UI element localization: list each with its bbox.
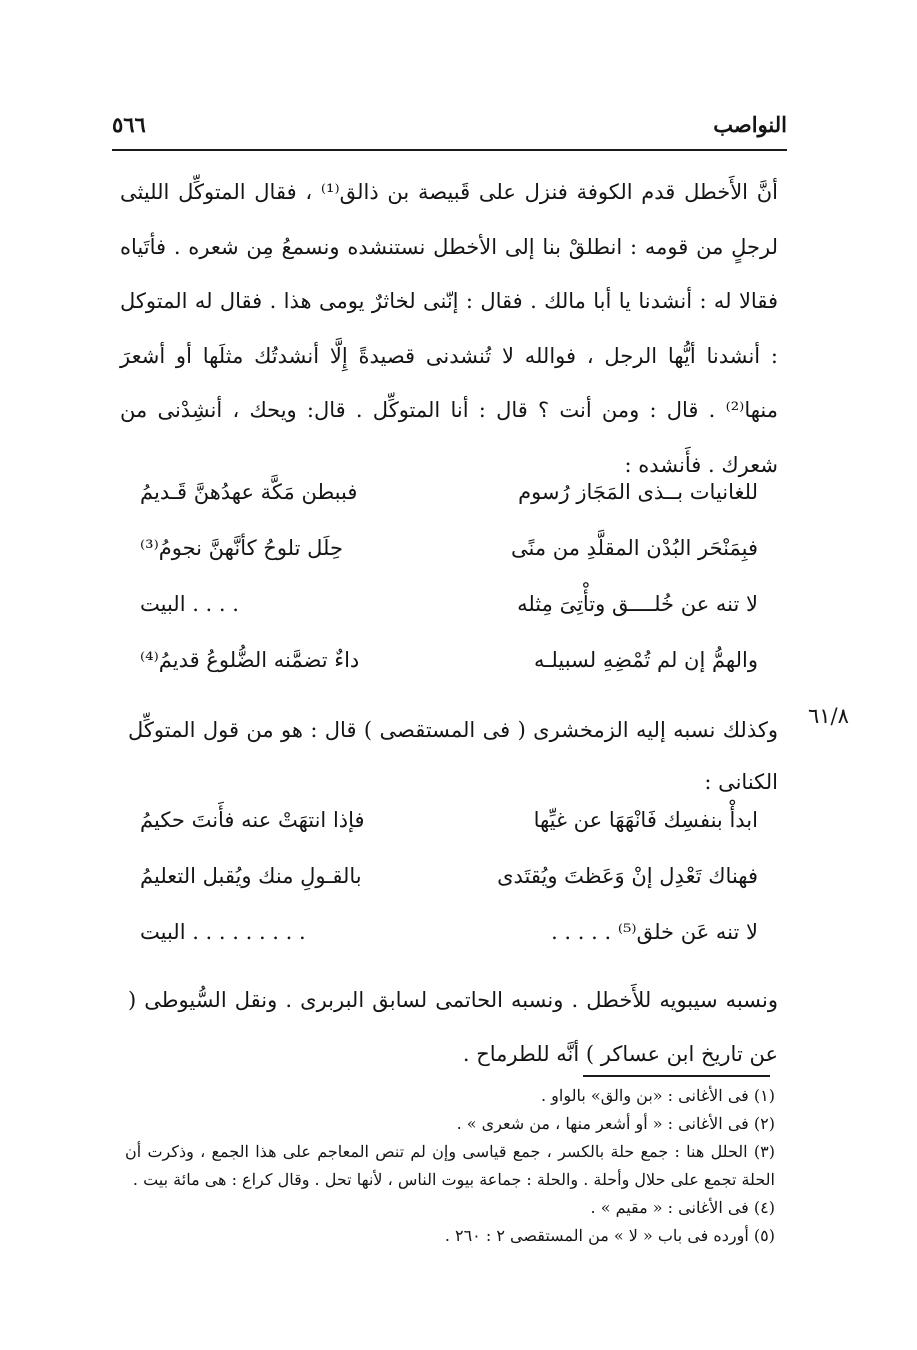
verse-second-hemistich: فببطن مَكَّة عهدُهنَّ قَـديمُ [140,480,358,504]
verse-line [140,864,758,920]
verse-line [140,536,758,592]
verse-first-hemistich: فهناك تَعْدِل إنْ وَعَظتَ ويُقتَدى [497,864,758,888]
footnote: (٢) فى الأغانى : « أو أشعر منها ، من شعرى » . [456,1114,775,1133]
verse-line [140,480,758,536]
verse-second-hemistich: داءٌ تضمَّنه الضُّلوعُ قديمُ⁽⁴⁾ [140,648,360,672]
verse-first-hemistich: للغانيات بــذى المَجَاز رُسوم [518,480,758,504]
verse-line [140,920,758,976]
verse-line [140,592,758,648]
verse-first-hemistich: لا تنه عَن خلق⁽⁵⁾ . . . . . [551,920,758,944]
verse-first-hemistich: والهمُّ إن لم تُمْضِهِ لسبيلـه [534,648,758,672]
verse-line [140,648,758,704]
footnote-rule [583,1075,770,1077]
verse-second-hemistich: . . . . . . . . . البيت [140,920,306,944]
paragraph-3: ونسبه سيبويه للأَخطل . ونسبه الحاتمى لسابق البربرى . ونقل السُّيوطى ( عن تاريخ ابن عساكر ) أنَّه للطرماح . [128,988,778,1066]
verse-first-hemistich: ابدأْ بنفسِك فَانْهَهَا عن غيِّها [533,808,758,832]
paragraph-2: وكذلك نسبه إليه الزمخشرى ( فى المستقصى ) قال : هو من قول المتوكِّل الكنانى : [128,718,778,794]
verse-second-hemistich: بالقـولِ منك ويُقبل التعليمُ [140,864,362,888]
running-title: النواصب [713,112,787,137]
verse-second-hemistich: حِلَل تلوحُ كأنَّهنَّ نجومُ⁽³⁾ [140,536,343,560]
margin-reference: ٦١/٨ [808,704,849,728]
verse-second-hemistich: فإذا انتهَتْ عنه فأَنتَ حكيمُ [140,808,365,832]
verse-line [140,808,758,864]
footnote: (٥) أورده فى باب « لا » من المستقصى ٢ : ٢٦٠ . [444,1226,775,1245]
verse-second-hemistich: . . . . البيت [140,592,239,616]
header-rule [112,149,787,151]
verse-first-hemistich: لا تنه عن خُلــــق وتأْتِىَ مِثله [517,592,758,616]
footnotes [125,1082,775,1250]
page-header [112,112,787,146]
poem-1 [140,480,758,704]
page-number: ٥٦٦ [112,112,146,137]
footnote: (١) فى الأغانى : «بن والق» بالواو . [541,1086,775,1105]
poem-2 [140,808,758,976]
footnote: (٤) فى الأغانى : « مقيم » . [590,1198,775,1217]
paragraph-1: أنَّ الأَخطل قدم الكوفة فنزل على قَبيصة بن ذالق⁽¹⁾ ، فقال المتوكِّل الليثى لرجلٍ من قومه : انطلقْ بنا إلى الأخطل نستنشده ونسمعُ مِن شعره . فأتَياه فقالا له : أنشدنا يا أبا مالك . فقال : إنّنى لخاثرٌ يومى هذا . فقال له المتوكل : أنشدنا أيُّها الرجل ، فوالله لا تُنشدنى قصيدةً إِلَّا أنشدتُك مثلَها أو أشعرَ منها⁽²⁾ . قال : ومن أنت ؟ قال : أنا المتوكِّل . قال: ويحك ، أنشِدْنى من شعرك . فأَنشده : [120,180,778,477]
verse-first-hemistich: فبِمَنْحَر البُدْن المقلَّدِ من منًى [510,536,758,560]
footnote: (٣) الحلل هنا : جمع حلة بالكسر ، جمع قياسى وإن لم تنص المعاجم على هذا الجمع ، وذكرت أن الحلة تجمع على حلال وأحلة . والحلة : جماعة بيوت الناس ، لأنها تحل . وقال كراع : هى مائة بيت . [125,1142,775,1189]
